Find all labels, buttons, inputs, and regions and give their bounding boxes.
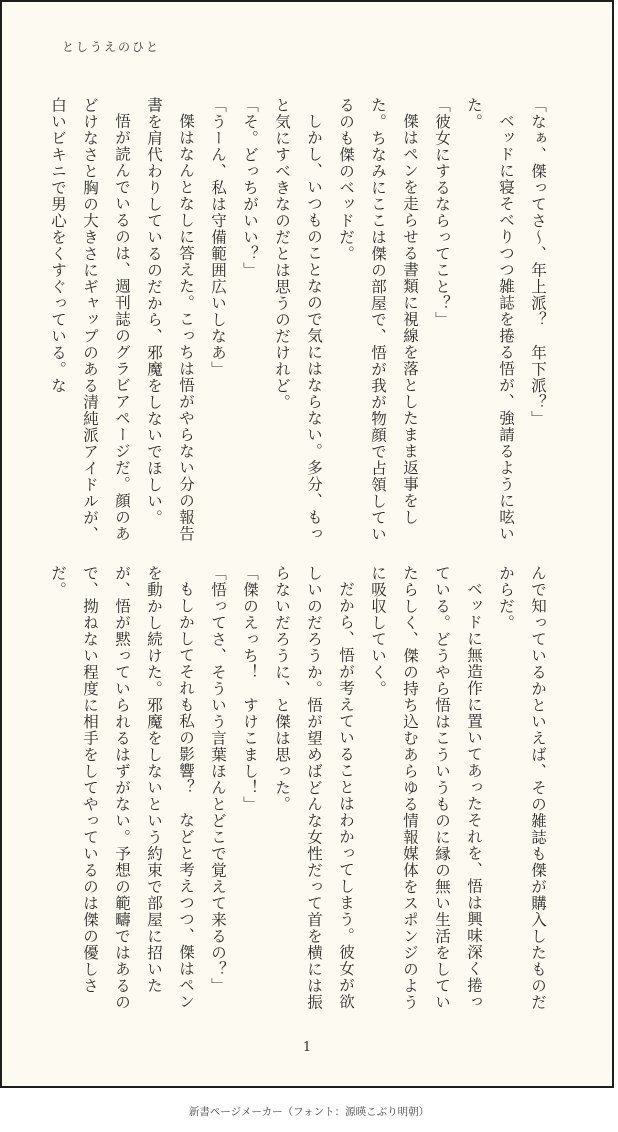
paragraph: 「うーん、私は守備範囲広いしなあ」 [209, 97, 227, 378]
paragraph: 悟が読んでいるのは、週刊誌のグラビアページだ。顔のあどけなさと胸の大きさにギャップのある清純派アイドルが、白いビキニで男心をくすぐっている。な [49, 97, 131, 543]
paragraph: 「彼女にするならってこと？」 [433, 97, 451, 328]
running-title: としうえのひと [62, 40, 161, 54]
page-number: 1 [302, 1040, 312, 1055]
paragraph: 傑はペンを走らせる書類に視線を落としたまま返事をした。ちなみにここは傑の部屋で、悟が我が物顔で占領しているのも傑のベッドだ。 [337, 97, 419, 543]
text-column-bottom [42, 565, 554, 1013]
paragraph: だから、悟が考えていることはわかってしまう。彼女が欲しいのだろうか。悟が望めばどんな女性だって首を横には振らないだろうに、と傑は思った。 [273, 565, 355, 1011]
paragraph: 「そ。どっちがいい？」 [241, 97, 259, 279]
paragraph: ベッドに寝そべりつつ雑誌を捲る悟が、強請るように呟いた。 [465, 97, 515, 542]
text-column-top [42, 97, 554, 545]
paragraph: ベッドに無造作に置いてあったそれを、悟は興味深く捲っている。どうやら悟はこういうものに縁の無い生活をしていたらしく、傑の持ち込むあらゆる情報媒体をスポンジのように吸収していく。 [369, 565, 483, 1011]
paragraph: んで知っているかといえば、その雑誌も傑が購入したものだからだ。 [497, 565, 547, 1011]
paragraph: 「傑のえっち！ すけこまし！」 [241, 565, 259, 813]
paragraph: 「悟ってさ、そういう言葉ほんとどこで覚えて来るの？」 [209, 565, 227, 994]
paragraph: しかし、いつものことなので気にはならない。多分、もっと気にすべきなのだとは思うのだけれど。 [273, 97, 323, 542]
paragraph: 傑はなんとなしに答えた。こっちは悟がやらない分の報告書を肩代わりしているのだから、邪魔をしないでほしい。 [145, 97, 195, 542]
paragraph: 「なぁ、傑ってさ〜、年上派？ 年下派？」 [529, 97, 547, 427]
paragraph: もしかしてそれも私の影響？ などと考えつつ、傑はペンを動かし続けた。邪魔をしないという約束で部屋に招いたが、悟が黙っていられるはずがない。予想の範疇ではあるので、拗ねない程度に相手をしてやっているのは傑の優しさだ。 [49, 565, 195, 1011]
footer-credit: 新書ページメーカー（フォント：源暎こぶり明朝） [188, 1106, 430, 1118]
